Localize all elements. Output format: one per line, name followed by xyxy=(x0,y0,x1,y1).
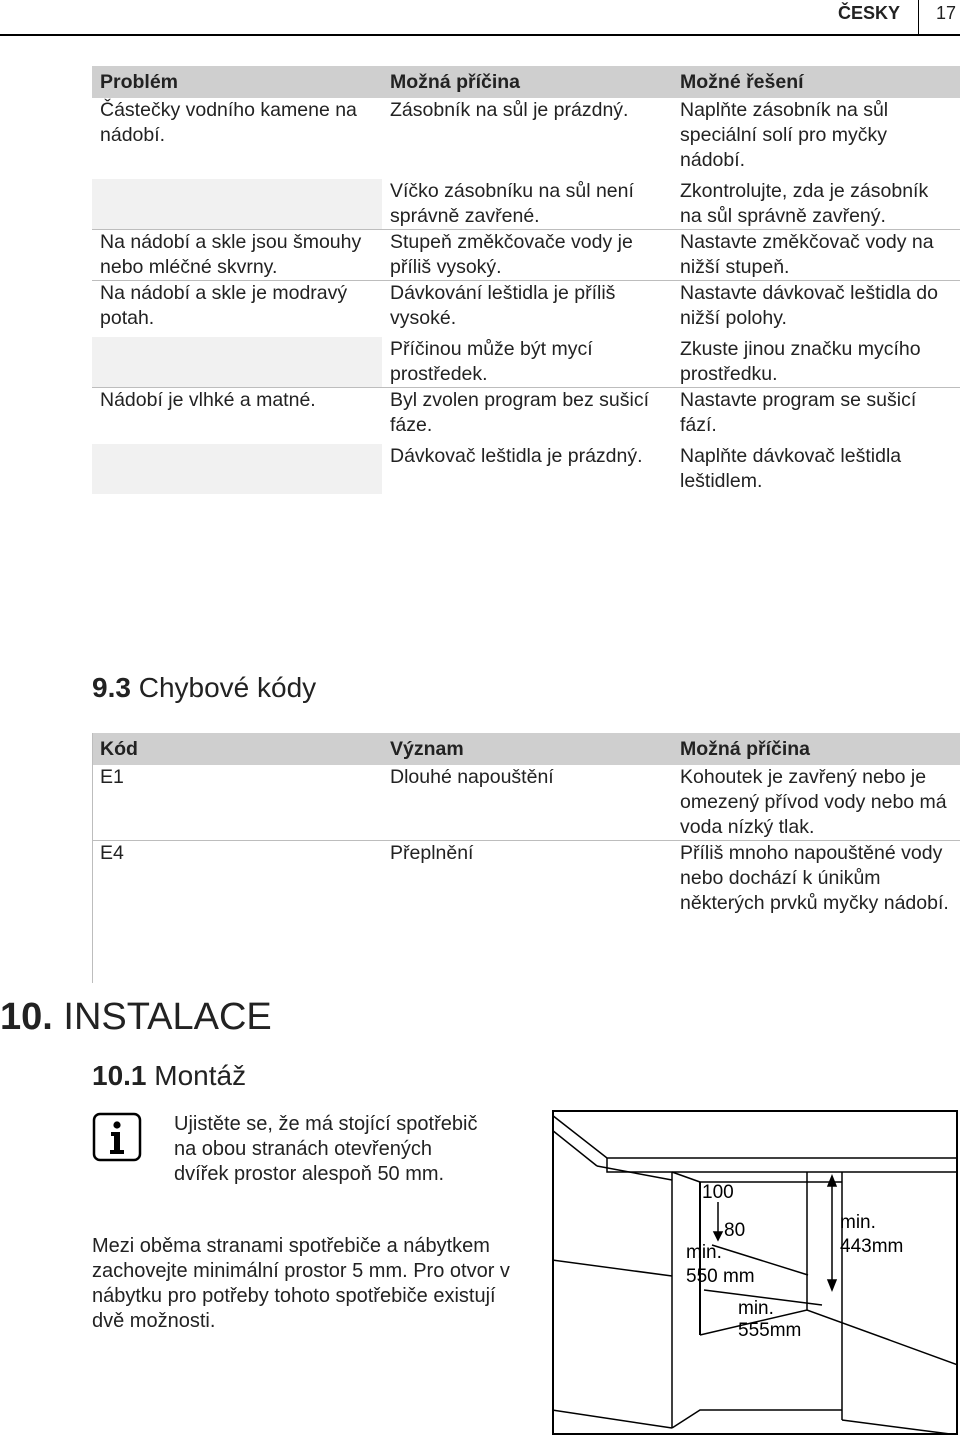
section-title: Montáž xyxy=(154,1060,247,1091)
dim-label-100: 100 xyxy=(702,1182,734,1203)
page-number: 17 xyxy=(936,3,957,23)
solution-cell: Nastavte změkčovač vody na nižší stupeň. xyxy=(672,230,960,281)
header-rule xyxy=(0,34,960,36)
table-row xyxy=(92,281,960,335)
cause-cell: Příčinou může být mycí prostředek. xyxy=(382,334,672,388)
dim-label-80: 80 xyxy=(724,1220,746,1241)
solution-cell: Zkuste jinou značku mycího prostředku. xyxy=(672,334,960,388)
column-header: Možné řešení xyxy=(672,66,960,98)
column-header: Možná příčina xyxy=(382,66,672,98)
table-row xyxy=(92,334,960,388)
section-heading-10 xyxy=(0,996,272,1039)
column-header: Možná příčina xyxy=(672,733,960,765)
problem-cell xyxy=(92,441,382,494)
column-header: Význam xyxy=(382,733,672,765)
dim-label-443-prefix: min. xyxy=(840,1212,876,1233)
cause-cell: Dávkování leštidla je příliš vysoké. xyxy=(382,281,672,335)
section-number: 10.1 xyxy=(92,1060,147,1091)
dim-label-443-value: 443mm xyxy=(840,1236,904,1257)
cause-cell: Zásobník na sůl je prázdný. xyxy=(390,99,629,121)
section-number: 10. xyxy=(0,996,53,1038)
table-row xyxy=(92,765,960,841)
info-note: Ujistěte se, že má stojící spotřebič na obou stranách otevřených dvířek prostor alespoň 50 mm. xyxy=(174,1113,478,1185)
section-heading-10-1 xyxy=(92,1060,246,1092)
dim-label-550-value: 550 mm xyxy=(686,1266,755,1287)
problem-cell: Na nádobí a skle jsou šmouhy nebo mléčné skvrny. xyxy=(92,230,382,281)
section-number: 9.3 xyxy=(92,672,131,703)
column-header: Kód xyxy=(92,733,382,765)
solution-cell: Zkontrolujte, zda je zásobník na sůl správně zavřený. xyxy=(672,176,960,230)
header-language: ČESKY xyxy=(838,3,901,23)
code-cell: E4 xyxy=(92,841,382,917)
dim-label-555-prefix: min. xyxy=(738,1298,774,1319)
table-row xyxy=(92,841,960,917)
troubleshooting-table xyxy=(92,66,960,494)
problem-cell xyxy=(92,334,382,388)
meaning-cell: Přeplnění xyxy=(382,841,672,917)
code-cell: E1 xyxy=(100,766,124,788)
table-row xyxy=(92,98,960,176)
dim-label-555-value: 555mm xyxy=(738,1320,802,1341)
solution-cell: Naplňte dávkovač leštidla leštidlem. xyxy=(672,441,960,494)
installation-diagram xyxy=(552,1110,958,1435)
section-title: INSTALACE xyxy=(63,996,272,1038)
body-paragraph: Mezi oběma stranami spotřebiče a nábytkem zachovejte minimální prostor 5 mm. Pro otvor v nábytku pro potřeby tohoto spotřebiče existují dvě možnosti. xyxy=(92,1235,510,1332)
problem-cell: Částečky vodního kamene na nádobí. xyxy=(100,99,357,146)
table-row xyxy=(92,176,960,230)
problem-cell: Nádobí je vlhké a matné. xyxy=(92,388,382,442)
table-row xyxy=(92,441,960,494)
dim-label-550-prefix: min. xyxy=(686,1242,722,1263)
meaning-cell: Dlouhé napouštění xyxy=(390,766,554,788)
solution-cell: Nastavte program se sušicí fází. xyxy=(672,388,960,442)
table-header-row xyxy=(92,66,960,98)
section-heading-9-3 xyxy=(92,672,316,704)
cause-cell: Víčko zásobníku na sůl není správně zavřené. xyxy=(382,176,672,230)
problem-cell xyxy=(92,176,382,230)
table-header-row xyxy=(92,733,960,765)
cause-cell: Dávkovač leštidla je prázdný. xyxy=(382,441,672,494)
solution-cell: Nastavte dávkovač leštidla do nižší polohy. xyxy=(672,281,960,335)
error-codes-table xyxy=(92,733,960,916)
figure-frame xyxy=(553,1111,957,1434)
section-title: Chybové kódy xyxy=(138,672,317,703)
problem-cell: Na nádobí a skle je modravý potah. xyxy=(92,281,382,335)
table-row xyxy=(92,230,960,281)
table-left-rule xyxy=(92,733,93,983)
table-row xyxy=(92,388,960,442)
cause-cell: Stupeň změkčovače vody je příliš vysoký. xyxy=(382,230,672,281)
header-divider-tick xyxy=(918,0,919,34)
info-icon xyxy=(92,1112,142,1162)
cause-cell: Kohoutek je zavřený nebo je omezený přívod vody nebo má voda nízký tlak. xyxy=(680,766,947,838)
cause-cell: Byl zvolen program bez sušicí fáze. xyxy=(382,388,672,442)
cause-cell: Příliš mnoho napouštěné vody nebo dochází k únikům některých prvků myčky nádobí. xyxy=(672,841,960,917)
column-header: Problém xyxy=(92,66,382,98)
solution-cell: Naplňte zásobník na sůl speciální solí pro myčky nádobí. xyxy=(680,99,889,171)
